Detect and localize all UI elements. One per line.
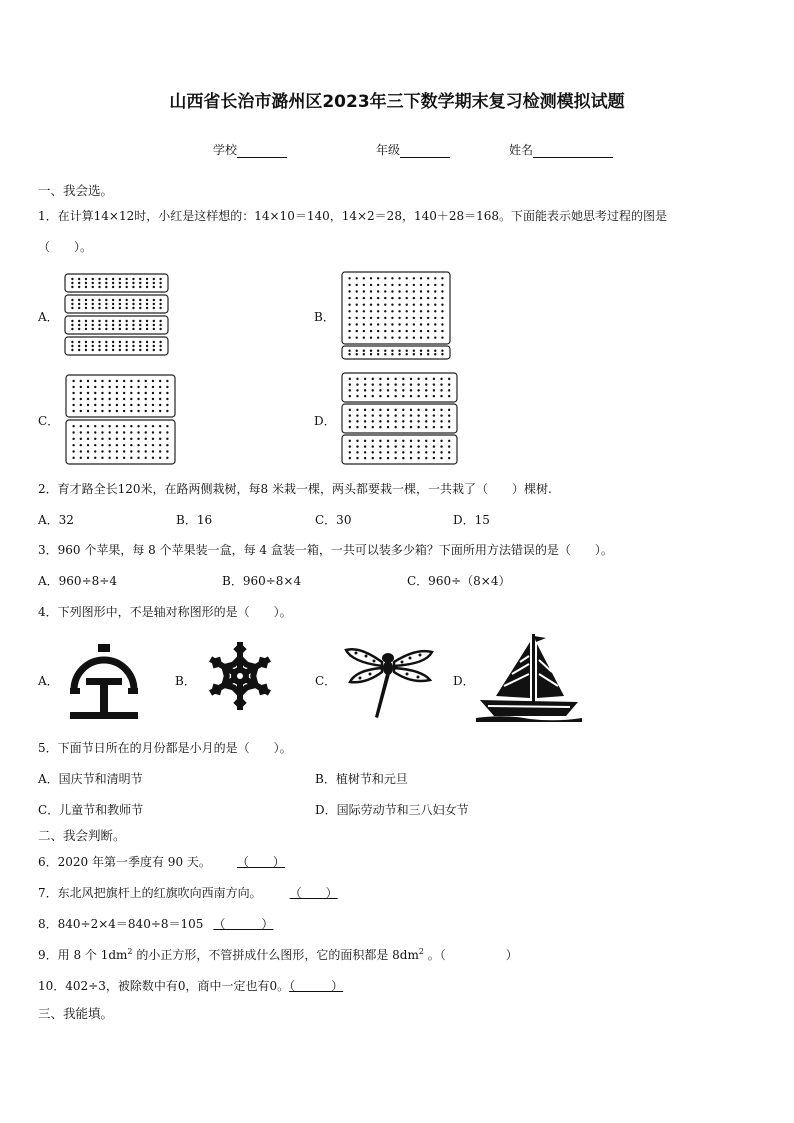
q5-option-b[interactable]: B．植树节和元旦: [315, 772, 408, 786]
q2-option-c[interactable]: C．30: [315, 513, 352, 527]
name-blank[interactable]: [533, 145, 613, 158]
q8: [38, 915, 273, 932]
section-1-heading: 一、我会选。: [38, 183, 114, 198]
dot-grid-14x4: [342, 404, 457, 433]
q1-figure-b[interactable]: [341, 271, 452, 361]
page-title: 山西省长治市潞州区2023年三下数学期末复习检测模拟试题: [169, 92, 625, 112]
name-label: 姓名: [509, 143, 534, 157]
q1-stem-line1: 1．在计算14×12时，小红是这样想的：14×10＝140，14×2＝28，140＋28＝168。下面能表示她思考过程的图是: [38, 209, 668, 223]
dot-row-block: [65, 295, 168, 313]
q8-answer-blank[interactable]: （ ）: [213, 917, 274, 931]
q3-stem: 3．960 个苹果，每 8 个苹果装一盒，每 4 盒装一箱，一共可以装多少箱？下面所用方法错误的是（ ）。: [38, 543, 613, 557]
q1-option-c-label: C．: [38, 414, 60, 428]
q4-option-a-label: A．: [38, 674, 59, 688]
grade-label: 年级: [376, 143, 401, 157]
q10-answer-blank[interactable]: （ ）: [289, 979, 344, 993]
q2-option-a[interactable]: A．32: [38, 513, 74, 527]
q6-stem: 6．2020 年第一季度有 90 天。: [38, 855, 211, 869]
q3-option-b[interactable]: B．960÷8×4: [222, 574, 302, 588]
q1-figure-c[interactable]: [65, 374, 177, 465]
sailboat-icon[interactable]: [474, 630, 584, 724]
q9-sup-2: 2: [418, 947, 424, 956]
q9-stem-part1: 9．用 8 个 1dm: [38, 948, 128, 962]
dot-grid-14x10: [342, 272, 450, 344]
q5-stem: 5．下面节日所在的月份都是小月的是（ ）。: [38, 741, 292, 755]
q4-option-b-label: B．: [175, 674, 196, 688]
q2-option-b[interactable]: B．16: [176, 513, 213, 527]
dot-grid-14x6: [66, 375, 175, 417]
q2-stem: 2．育才路全长120米，在路两侧栽树，每8 米栽一棵，两头都要栽一棵，一共栽了（ ）棵树.: [38, 482, 552, 496]
q2-option-d[interactable]: D．15: [453, 513, 490, 527]
q4-stem: 4．下列图形中，不是轴对称图形的是（ ）。: [38, 605, 292, 619]
q5-option-c[interactable]: C．儿童节和教师节: [38, 803, 144, 817]
dot-row-block: [65, 337, 168, 355]
q7-stem: 7．东北风把旗杆上的红旗吹向西南方向。: [38, 886, 262, 900]
section-3-heading: 三、我能填。: [38, 1006, 114, 1021]
q7-answer-blank[interactable]: （ ）: [289, 886, 338, 900]
q5-option-d[interactable]: D．国际劳动节和三八妇女节: [315, 803, 469, 817]
q6: [38, 853, 285, 870]
q1-stem-line2: （ ）。: [38, 240, 93, 254]
q1-option-b-label: B．: [314, 310, 335, 324]
school-field: [213, 141, 287, 158]
q9-stem-part2: 的小正方形，不管拼成什么图形，它的面积都是 8dm: [132, 948, 419, 962]
dot-grid-14x4: [342, 435, 457, 464]
q1-figure-d[interactable]: [341, 372, 459, 466]
grade-field: [376, 141, 450, 158]
q1-option-a-label: A．: [38, 310, 59, 324]
q9-answer-blank[interactable]: 。（ ）: [423, 948, 518, 962]
q9: [38, 946, 518, 963]
name-field: [509, 141, 613, 158]
q7: [38, 884, 338, 901]
q10-stem: 10．402÷3，被除数中有0，商中一定也有0。: [38, 979, 290, 993]
dot-row-block: [65, 274, 168, 292]
q4-option-d-label: D．: [453, 674, 475, 688]
dot-row-block: [65, 316, 168, 334]
section-2-heading: 二、我会判断。: [38, 828, 126, 843]
q3-option-a[interactable]: A．960÷8÷4: [38, 574, 117, 588]
dot-grid-14x6: [66, 420, 175, 464]
q3-option-c[interactable]: C．960÷（8×4）: [407, 574, 511, 588]
q8-stem: 8．840÷2×4＝840÷8＝105: [38, 917, 204, 931]
q4-option-c-label: C．: [315, 674, 337, 688]
dot-grid-14x4: [342, 373, 457, 402]
grade-blank[interactable]: [400, 145, 450, 158]
dot-grid-14x2: [342, 346, 450, 359]
q1-option-d-label: D．: [314, 414, 336, 428]
q1-figure-a[interactable]: [64, 273, 170, 357]
dragonfly-icon[interactable]: [342, 640, 436, 722]
q6-answer-blank[interactable]: （ ）: [236, 855, 285, 869]
q10: [38, 977, 343, 994]
q5-option-a[interactable]: A．国庆节和清明节: [38, 772, 143, 786]
school-label: 学校: [213, 143, 238, 157]
railway-logo-icon[interactable]: [66, 638, 142, 720]
q9-sup-1: 2: [127, 947, 133, 956]
school-blank[interactable]: [237, 145, 287, 158]
snowflake-icon[interactable]: [202, 638, 278, 714]
